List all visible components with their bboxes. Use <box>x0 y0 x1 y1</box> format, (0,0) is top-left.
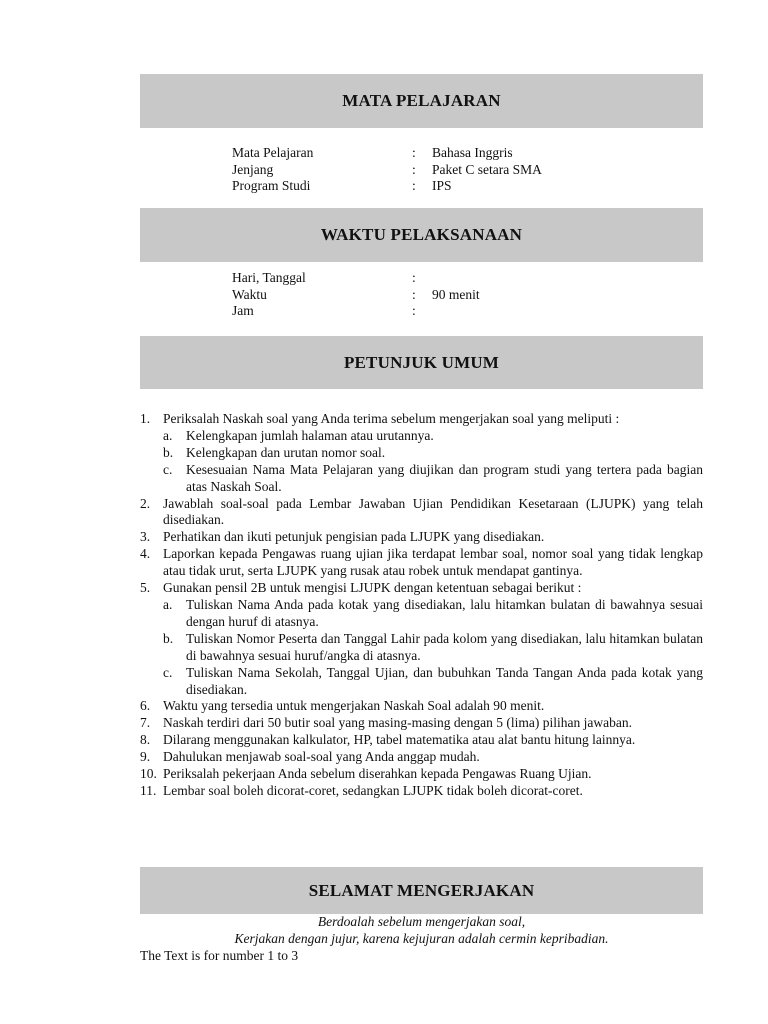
info-row <box>232 287 480 304</box>
instruction-number: 3. <box>140 529 151 545</box>
section-title: WAKTU PELAKSANAAN <box>320 225 523 244</box>
section-header-selamat <box>140 867 703 914</box>
info-label: Mata Pelajaran <box>232 145 314 160</box>
info-colon: : <box>412 178 416 193</box>
instruction-item <box>140 580 703 698</box>
instruction-text: Jawablah soal-soal pada Lembar Jawaban Ujian Pendidikan Kesetaraan (LJUPK) yang telah disediakan. <box>163 495 703 528</box>
sub-letter: b. <box>163 444 174 460</box>
instruction-text: Laporkan kepada Pengawas ruang ujian jika terdapat lembar soal, nomor soal yang tidak lengkap atau tidak urut, serta LJUPK yang rusak atau robek untuk mendapat gantinya. <box>163 546 703 579</box>
sub-text: Tuliskan Nama Anda pada kotak yang disediakan, lalu hitamkan bulatan di bawahnya sesuai dengan huruf di atasnya. <box>186 596 703 629</box>
instruction-text: Periksalah pekerjaan Anda sebelum diserahkan kepada Pengawas Ruang Ujian. <box>163 766 592 782</box>
section-title: SELAMAT MENGERJAKAN <box>308 880 535 900</box>
instruction-item <box>140 783 703 800</box>
info-colon: : <box>412 270 416 285</box>
closing-line-2: Kerjakan dengan jujur, karena kejujuran adalah cermin kepribadian. <box>234 930 609 946</box>
sub-text: Kesesuaian Nama Mata Pelajaran yang diujikan dan program studi yang tertera pada bagian atas Naskah Soal. <box>186 461 703 494</box>
instruction-number: 10. <box>140 766 157 782</box>
instruction-number: 2. <box>140 495 151 511</box>
instruction-text: Dilarang menggunakan kalkulator, HP, tabel matematika atau alat bantu hitung lainnya. <box>163 732 636 748</box>
info-value: 90 menit <box>432 286 480 302</box>
instruction-list <box>140 411 703 800</box>
sub-text: Kelengkapan jumlah halaman atau urutannya. <box>186 427 434 443</box>
sub-letter: a. <box>163 427 173 443</box>
instruction-number: 6. <box>140 698 151 714</box>
instruction-item <box>140 411 703 496</box>
sub-letter: a. <box>163 596 173 612</box>
sub-list <box>163 597 703 698</box>
closing-line-1: Berdoalah sebelum mengerjakan soal, <box>317 914 526 929</box>
instruction-number: 11. <box>140 782 157 798</box>
sub-item <box>163 665 703 699</box>
instruction-text: Perhatikan dan ikuti petunjuk pengisian pada LJUPK yang disediakan. <box>163 529 545 545</box>
instruction-text: Dahulukan menjawab soal-soal yang Anda anggap mudah. <box>163 749 480 765</box>
info-colon: : <box>412 161 416 177</box>
info-colon: : <box>412 145 416 160</box>
time-info <box>232 270 480 320</box>
info-label: Program Studi <box>232 178 311 193</box>
sub-item <box>163 597 703 631</box>
instruction-text: Lembar soal boleh dicorat-coret, sedangkan LJUPK tidak boleh dicorat-coret. <box>163 782 583 798</box>
info-colon: : <box>412 286 416 302</box>
sub-text: Kelengkapan dan urutan nomor soal. <box>186 444 386 460</box>
instruction-item <box>140 529 703 546</box>
instruction-text: Waktu yang tersedia untuk mengerjakan Naskah Soal adalah 90 menit. <box>163 698 545 714</box>
sub-text: Tuliskan Nomor Peserta dan Tanggal Lahir pada kolom yang disediakan, lalu hitamkan bulatan di bawahnya sesuai huruf/angka di atasnya. <box>186 630 703 663</box>
info-label: Jenjang <box>232 161 274 177</box>
instruction-item <box>140 698 703 715</box>
info-row <box>232 178 542 195</box>
instruction-text: Naskah terdiri dari 50 butir soal yang masing-masing dengan 5 (lima) pilihan jawaban. <box>163 715 632 731</box>
instruction-item <box>140 749 703 766</box>
instruction-item <box>140 496 703 530</box>
sub-list <box>163 428 703 496</box>
instruction-number: 7. <box>140 715 151 731</box>
sub-letter: b. <box>163 630 174 646</box>
instruction-number: 4. <box>140 546 151 562</box>
sub-letter: c. <box>163 461 173 477</box>
info-row <box>232 145 542 162</box>
info-row <box>232 162 542 179</box>
instruction-text: Periksalah Naskah soal yang Anda terima sebelum mengerjakan soal yang meliputi : <box>163 411 620 426</box>
footer-text: The Text is for number 1 to 3 <box>140 948 299 963</box>
section-header-waktu <box>140 208 703 262</box>
section-title: PETUNJUK UMUM <box>343 352 500 372</box>
info-label: Hari, Tanggal <box>232 270 306 285</box>
instruction-number: 5. <box>140 580 151 596</box>
info-label: Waktu <box>232 286 267 302</box>
sub-item <box>163 428 703 445</box>
info-value: Paket C setara SMA <box>432 161 542 177</box>
instruction-item <box>140 546 703 580</box>
info-label: Jam <box>232 303 254 318</box>
info-value: IPS <box>432 178 452 193</box>
sub-letter: c. <box>163 664 173 680</box>
section-title: MATA PELAJARAN <box>342 91 501 110</box>
section-header-petunjuk <box>140 336 703 389</box>
sub-item <box>163 445 703 462</box>
instruction-text: Gunakan pensil 2B untuk mengisi LJUPK dengan ketentuan sebagai berikut : <box>163 580 582 596</box>
instruction-item <box>140 766 703 783</box>
info-value: Bahasa Inggris <box>432 145 513 160</box>
instruction-item <box>140 732 703 749</box>
sub-item <box>163 462 703 496</box>
sub-item <box>163 631 703 665</box>
section-header-mata-pelajaran <box>140 74 703 128</box>
info-row <box>232 303 480 320</box>
closing-message <box>140 914 703 947</box>
sub-text: Tuliskan Nama Sekolah, Tanggal Ujian, dan bubuhkan Tanda Tangan Anda pada kotak yang disediakan. <box>186 664 703 697</box>
instruction-number: 8. <box>140 732 151 748</box>
instruction-number: 1. <box>140 411 151 426</box>
info-row <box>232 270 480 287</box>
instruction-item <box>140 715 703 732</box>
info-colon: : <box>412 303 416 318</box>
instruction-number: 9. <box>140 749 151 765</box>
subject-info <box>232 145 542 195</box>
